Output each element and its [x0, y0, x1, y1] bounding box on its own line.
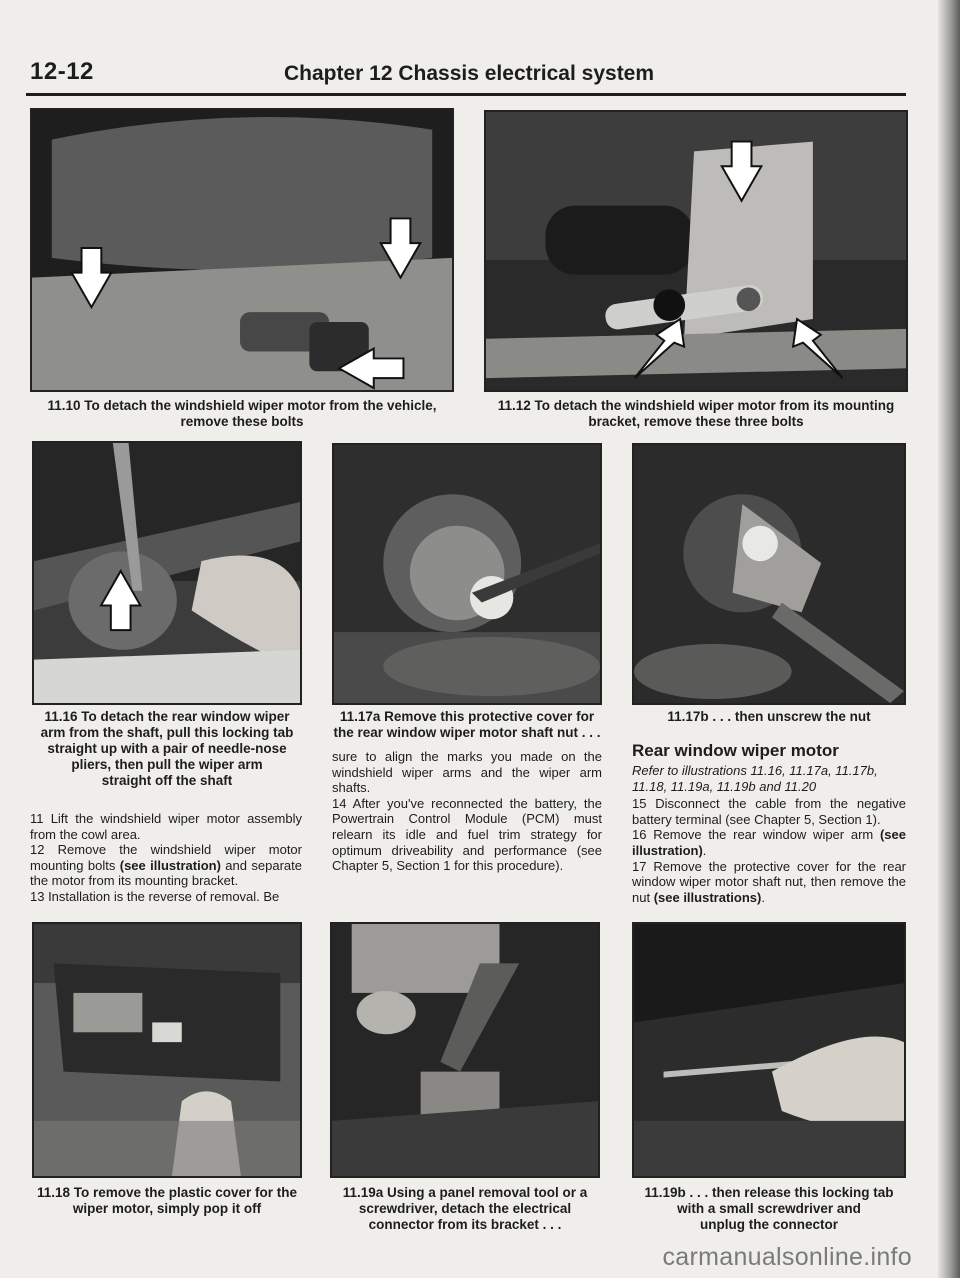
- photo-11-17b: [632, 443, 906, 705]
- caption-11-17a: 11.17a Remove this protective cover for the rear window wiper motor shaft nut . . .: [333, 709, 601, 740]
- column-2-text: [332, 749, 602, 874]
- page-number: 12-12: [30, 58, 94, 85]
- caption-11-10: 11.10 To detach the windshield wiper motor from the vehicle, remove these bolts: [47, 398, 437, 429]
- photo-11-19b: [632, 922, 906, 1178]
- caption-11-19a: 11.19a Using a panel removal tool or a screwdriver, detach the electrical connector from its bracket . . .: [342, 1185, 588, 1232]
- paragraph-12: 12 Remove the windshield wiper motor mounting bolts (see illustration) and separate the motor from its mounting bracket.: [30, 842, 302, 889]
- page-edge-shadow: [938, 0, 960, 1278]
- paragraph-15: 15 Disconnect the cable from the negative battery terminal (see Chapter 5, Section 1).: [632, 796, 906, 827]
- photo-11-19a: [330, 922, 600, 1178]
- caption-11-16: 11.16 To detach the rear window wiper arm from the shaft, pull this locking tab straight up with a pair of needle-nose pliers, then pull the wiper arm straight off the shaft: [40, 709, 294, 788]
- caption-11-18: 11.18 To remove the plastic cover for the wiper motor, simply pop it off: [36, 1185, 298, 1216]
- paragraph-13: 13 Installation is the reverse of removal. Be: [30, 888, 280, 904]
- caption-11-19b: 11.19b . . . then release this locking tab with a small screwdriver and unplug the connector: [644, 1185, 894, 1232]
- photo-11-16: [32, 441, 302, 705]
- column-3-text: [632, 741, 906, 905]
- paragraph-13-cont: sure to align the marks you made on the windshield wiper arms and the wiper arm shafts.: [332, 749, 602, 796]
- section-title: Rear window wiper motor: [632, 741, 839, 760]
- paragraph-16: 16 Remove the rear window wiper arm (see illustration).: [632, 827, 906, 858]
- paragraph-17: 17 Remove the protective cover for the rear window wiper motor shaft nut, then remove the nut (see illustrations).: [632, 858, 906, 905]
- column-1-text: [30, 811, 302, 905]
- paragraph-14: 14 After you've reconnected the battery, the Powertrain Control Module (PCM) must relearn its idle and fuel trim strategy for optimum driveability and performance (see Chapter 5, Section 1 for this procedure).: [332, 795, 602, 874]
- watermark-text: carmanualsonline.info: [662, 1243, 912, 1271]
- refer-illustrations: Refer to illustrations 11.16, 11.17a, 11.17b, 11.18, 11.19a, 11.19b and 11.20: [632, 763, 878, 794]
- photo-11-10: [30, 108, 454, 392]
- chapter-title: Chapter 12 Chassis electrical system: [284, 62, 655, 85]
- paragraph-11: 11 Lift the windshield wiper motor assembly from the cowl area.: [30, 811, 302, 842]
- caption-11-12: 11.12 To detach the windshield wiper motor from its mounting bracket, remove these three bolts: [497, 398, 895, 429]
- header-rule: [26, 93, 906, 96]
- photo-11-12: [484, 110, 908, 392]
- caption-11-17b: 11.17b . . . then unscrew the nut: [667, 709, 871, 724]
- photo-11-18: [32, 922, 302, 1178]
- photo-11-17a: [332, 443, 602, 705]
